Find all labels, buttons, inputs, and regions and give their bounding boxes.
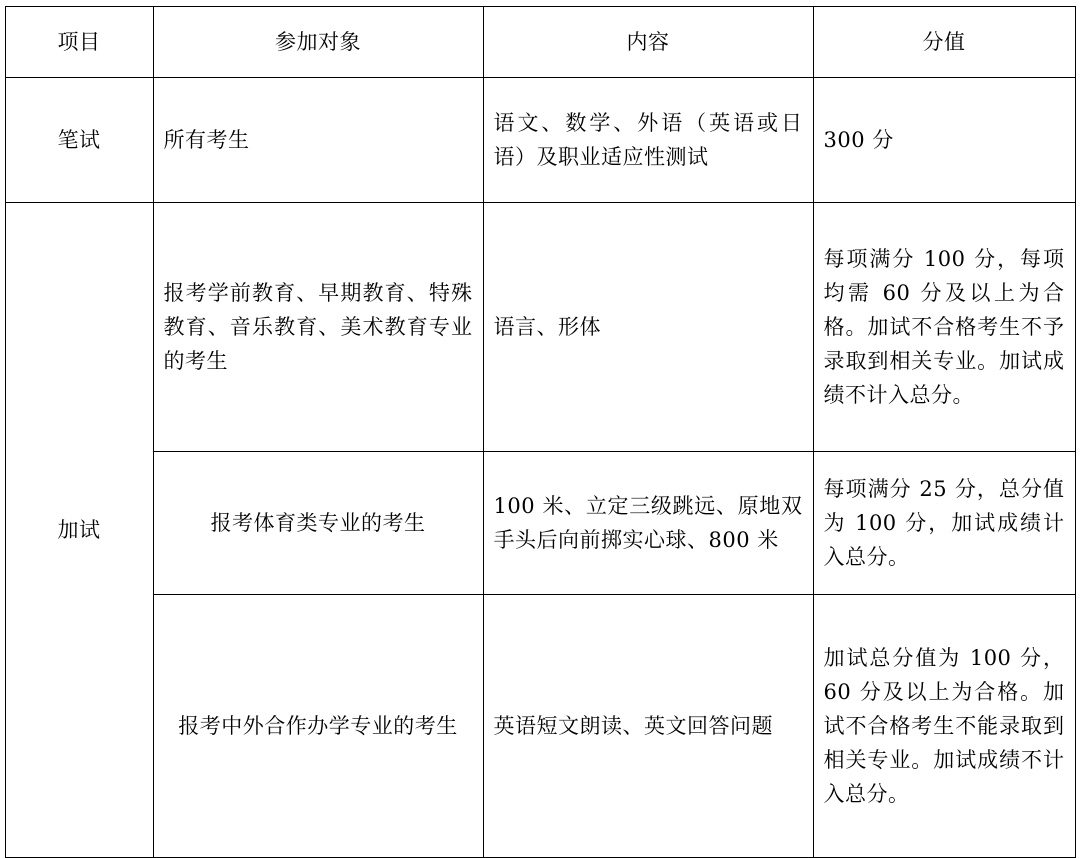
cell-audience-joint-program: 报考中外合作办学专业的考生 [153, 595, 483, 858]
column-header-content: 内容 [483, 7, 813, 78]
cell-item-written-exam: 笔试 [5, 78, 153, 203]
cell-content-joint-program: 英语短文朗读、英文回答问题 [483, 595, 813, 858]
cell-content-sports: 100 米、立定三级跳远、原地双手头后向前掷实心球、800 米 [483, 452, 813, 595]
table-row [5, 452, 1075, 595]
cell-item-additional-exam: 加试 [5, 203, 153, 858]
table-header-row [5, 7, 1075, 78]
column-header-score: 分值 [813, 7, 1075, 78]
cell-audience-sports: 报考体育类专业的考生 [153, 452, 483, 595]
cell-content-written-exam: 语文、数学、外语（英语或日语）及职业适应性测试 [483, 78, 813, 203]
table-row [5, 595, 1075, 858]
cell-score-preschool-education: 每项满分 100 分，每项均需 60 分及以上为合格。加试不合格考生不予录取到相关专业。加试成绩不计入总分。 [813, 203, 1075, 452]
column-header-audience: 参加对象 [153, 7, 483, 78]
table-row [5, 78, 1075, 203]
cell-audience-written-exam: 所有考生 [153, 78, 483, 203]
column-header-item: 项目 [5, 7, 153, 78]
exam-schedule-table [5, 6, 1076, 858]
cell-score-joint-program: 加试总分值为 100 分，60 分及以上为合格。加试不合格考生不能录取到相关专业。加试成绩不计入总分。 [813, 595, 1075, 858]
cell-score-sports: 每项满分 25 分，总分值为 100 分，加试成绩计入总分。 [813, 452, 1075, 595]
cell-audience-preschool-education: 报考学前教育、早期教育、特殊教育、音乐教育、美术教育专业的考生 [153, 203, 483, 452]
cell-content-preschool-education: 语言、形体 [483, 203, 813, 452]
table-row [5, 203, 1075, 452]
cell-score-written-exam: 300 分 [813, 78, 1075, 203]
